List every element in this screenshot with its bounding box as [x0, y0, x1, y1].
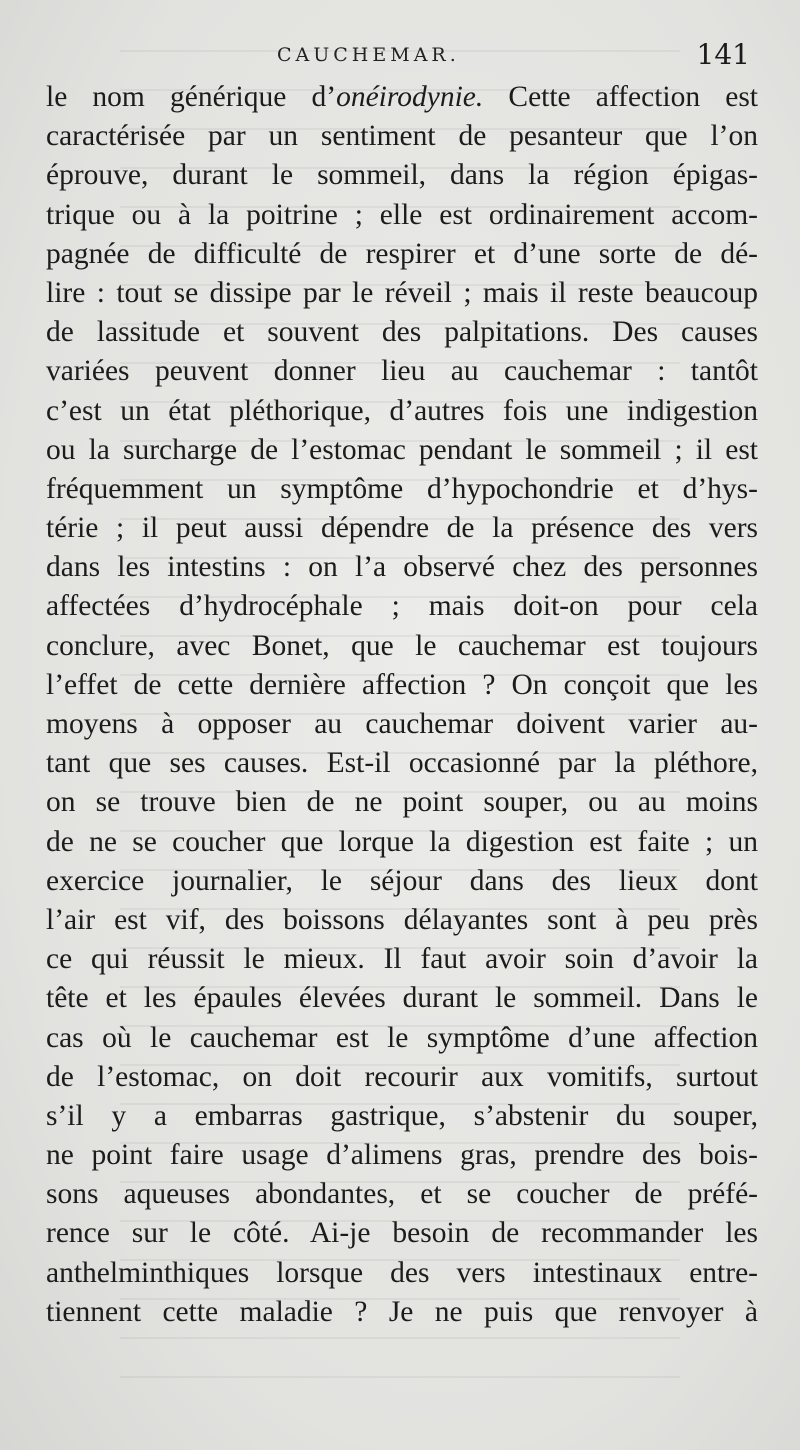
text-line: fréquemment un symptôme d’hypochondrie et d’hys-	[46, 472, 758, 505]
text-line: éprouve, durant le sommeil, dans la région épigas-	[46, 159, 758, 192]
text-line: lire : tout se dissipe par le réveil ; mais il reste beaucoup	[46, 276, 758, 309]
text-line: pagnée de difficulté de respirer et d’une sorte de dé-	[46, 237, 758, 270]
text-line: conclure, avec Bonet, que le cauchemar est toujours	[46, 629, 758, 662]
line-text: Cette affection est	[483, 81, 758, 113]
text-line: ne point faire usage d’alimens gras, prendre des bois-	[46, 1139, 758, 1172]
text-line: ou la surcharge de l’estomac pendant le sommeil ; il est	[46, 433, 758, 466]
running-head	[0, 38, 800, 80]
text-line: l’air est vif, des boissons délayantes sont à peu près	[46, 903, 758, 936]
text-line: affectées d’hydrocéphale ; mais doit-on pour cela	[46, 590, 758, 623]
text-line: s’il y a embarras gastrique, s’abstenir du souper,	[46, 1099, 758, 1132]
text-line: moyens à opposer au cauchemar doivent varier au-	[46, 708, 758, 740]
text-line: anthelminthiques lorsque des vers intestinaux entre-	[46, 1256, 758, 1289]
text-line: c’est un état pléthorique, d’autres fois une indigestion	[46, 394, 758, 427]
text-line: variées peuvent donner lieu au cauchemar : tantôt	[46, 355, 758, 388]
text-line: térie ; il peut aussi dépendre de la présence des vers	[46, 512, 758, 545]
text-line: caractérisée par un sentiment de pesanteur que l’on	[46, 120, 758, 153]
text-line	[46, 78, 758, 117]
text-line: tiennent cette maladie ? Je ne puis que renvoyer à	[46, 1295, 758, 1328]
line-text: le nom générique d’	[46, 81, 337, 113]
text-line: on se trouve bien de ne point souper, ou au moins	[46, 786, 758, 819]
text-line: sons aqueuses abondantes, et se coucher de préfé-	[46, 1178, 758, 1211]
text-line: rence sur le côté. Ai-je besoin de recommander les	[46, 1217, 758, 1250]
body-text	[46, 78, 758, 1332]
text-line: de lassitude et souvent des palpitations. Des causes	[46, 316, 758, 349]
text-line: de ne se coucher que lorque la digestion est faite ; un	[46, 825, 758, 858]
text-line: dans les intestins : on l’a observé chez des personnes	[46, 551, 758, 584]
running-title: CAUCHEMAR.	[277, 44, 460, 66]
italic-term: onéirodynie.	[336, 81, 484, 113]
text-line: cas où le cauchemar est le symptôme d’une affection	[46, 1021, 758, 1054]
text-line: de l’estomac, on doit recourir aux vomitifs, surtout	[46, 1060, 758, 1093]
text-line: tête et les épaules élevées durant le sommeil. Dans le	[46, 982, 758, 1015]
text-line: l’effet de cette dernière affection ? On conçoit que les	[46, 668, 758, 701]
text-line: trique ou à la poitrine ; elle est ordinairement accom-	[46, 198, 758, 231]
text-line: exercice journalier, le séjour dans des lieux dont	[46, 864, 758, 897]
page-number: 141	[696, 38, 750, 71]
text-line: tant que ses causes. Est-il occasionné par la pléthore,	[46, 747, 758, 780]
text-line: ce qui réussit le mieux. Il faut avoir soin d’avoir la	[46, 943, 758, 976]
